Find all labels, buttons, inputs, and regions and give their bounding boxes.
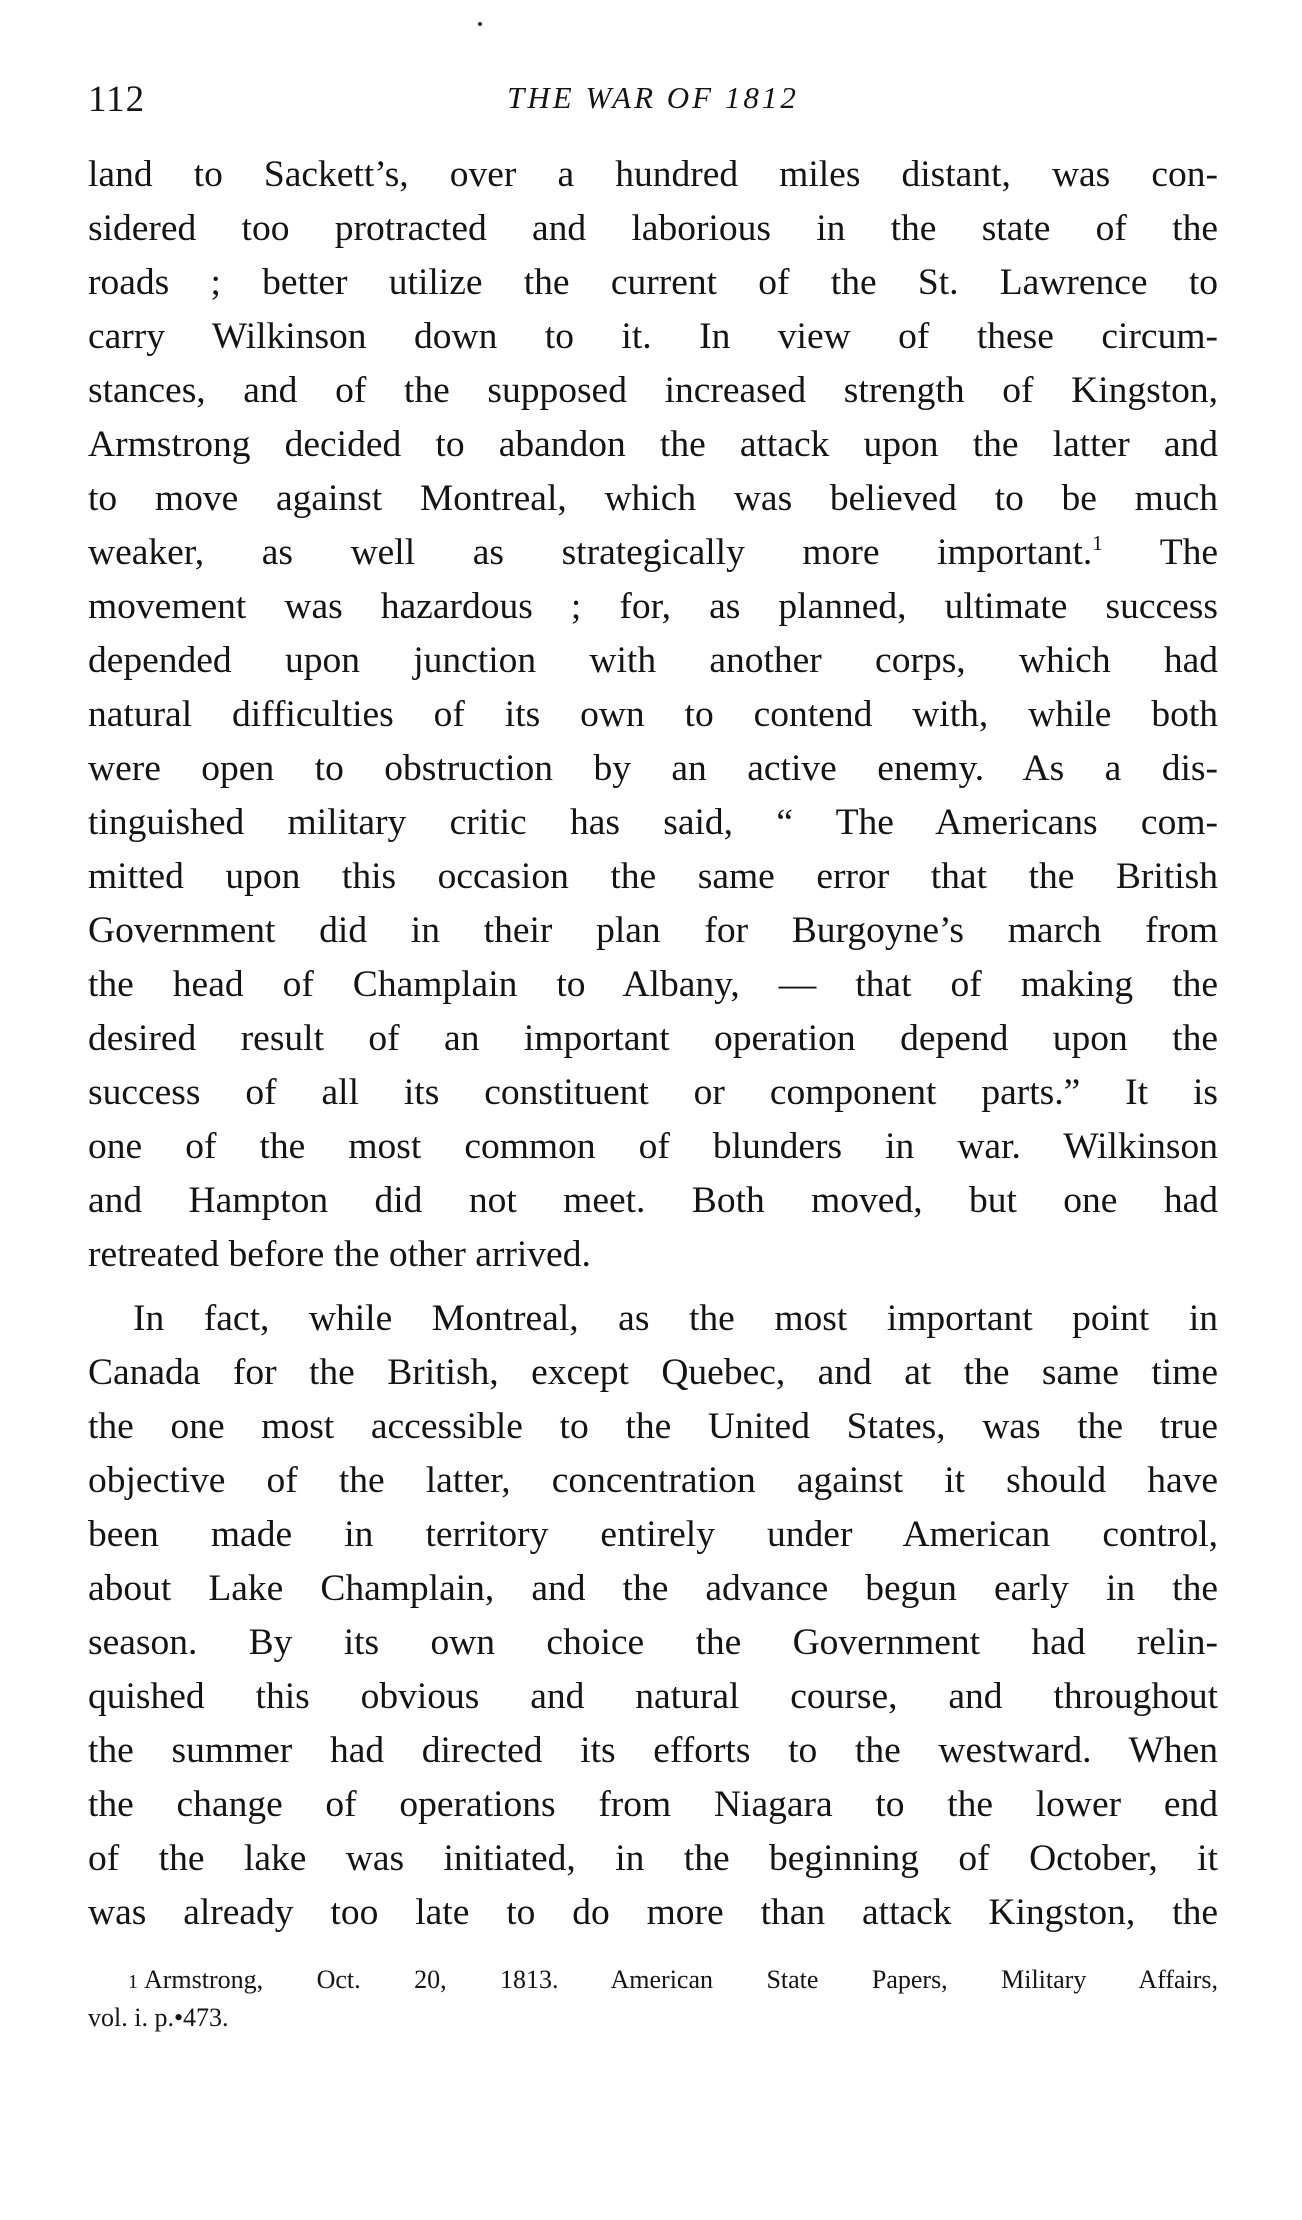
text-line-with-footnote-ref <box>88 526 1218 580</box>
text-line: Canada for the British, except Quebec, and at the same time <box>88 1352 1218 1393</box>
text-line: quished this obvious and natural course, and throughout <box>88 1676 1218 1717</box>
text-line: success of all its constituent or component parts.” It is <box>88 1072 1218 1113</box>
text-line: of the lake was initiated, in the beginning of October, it <box>88 1838 1218 1879</box>
text-line: and Hampton did not meet. Both moved, but one had <box>88 1180 1218 1221</box>
footnotes <box>88 1961 1218 2037</box>
footnote-reference: 1 <box>1092 531 1103 555</box>
footnote-line: vol. i. p.•473. <box>88 2003 229 2032</box>
text-line: the summer had directed its efforts to the westward. When <box>88 1730 1218 1771</box>
text-line: the change of operations from Niagara to the lower end <box>88 1784 1218 1825</box>
text-line: season. By its own choice the Government had relin- <box>88 1622 1218 1663</box>
text-line: roads ; better utilize the current of the St. Lawrence to <box>88 262 1218 303</box>
text-line: to move against Montreal, which was believed to be much <box>88 478 1218 519</box>
body-text <box>88 148 1218 1940</box>
text-line: one of the most common of blunders in war. Wilkinson <box>88 1126 1218 1167</box>
text-line: movement was hazardous ; for, as planned, ultimate success <box>88 586 1218 627</box>
text-line: objective of the latter, concentration against it should have <box>88 1460 1218 1501</box>
paragraph-1 <box>88 148 1218 1282</box>
text-line: Armstrong decided to abandon the attack upon the latter and <box>88 424 1218 465</box>
text-line: In fact, while Montreal, as the most important point in <box>133 1298 1218 1339</box>
footnote-line <box>88 1961 1218 1999</box>
text-line: tinguished military critic has said, “ The Americans com- <box>88 802 1218 843</box>
page-header <box>88 78 1218 134</box>
text-line: were open to obstruction by an active enemy. As a dis- <box>88 748 1218 789</box>
text-line: Government did in their plan for Burgoyne’s march from <box>88 910 1218 951</box>
page-number: 112 <box>88 79 146 120</box>
text-line: land to Sackett’s, over a hundred miles distant, was con- <box>88 154 1218 195</box>
text-line: mitted upon this occasion the same error that the British <box>88 856 1218 897</box>
paragraph-2 <box>88 1292 1218 1940</box>
text-line: the one most accessible to the United States, was the true <box>88 1406 1218 1447</box>
text-line: sidered too protracted and laborious in the state of the <box>88 208 1218 249</box>
text-line: depended upon junction with another corps, which had <box>88 640 1218 681</box>
footnote-text: Armstrong, Oct. 20, 1813. American State Papers, Military Affairs, <box>144 1965 1218 1994</box>
text-line: been made in territory entirely under American control, <box>88 1514 1218 1555</box>
text-line: carry Wilkinson down to it. In view of these circum- <box>88 316 1218 357</box>
text-line: was already too late to do more than attack Kingston, the <box>88 1892 1218 1933</box>
text-line: desired result of an important operation depend upon the <box>88 1018 1218 1059</box>
footnote-marker: 1 <box>128 1971 138 1993</box>
line-text-after: The <box>1102 532 1218 573</box>
line-text-before: weaker, as well as strategically more important. <box>88 532 1093 573</box>
running-title: THE WAR OF 1812 <box>507 80 799 115</box>
print-speck <box>478 22 482 26</box>
text-line: natural difficulties of its own to contend with, while both <box>88 694 1218 735</box>
text-line: stances, and of the supposed increased strength of Kingston, <box>88 370 1218 411</box>
text-line: about Lake Champlain, and the advance begun early in the <box>88 1568 1218 1609</box>
text-line: retreated before the other arrived. <box>88 1234 591 1275</box>
text-line: the head of Champlain to Albany, — that of making the <box>88 964 1218 1005</box>
paragraph-gap <box>88 1282 1218 1292</box>
